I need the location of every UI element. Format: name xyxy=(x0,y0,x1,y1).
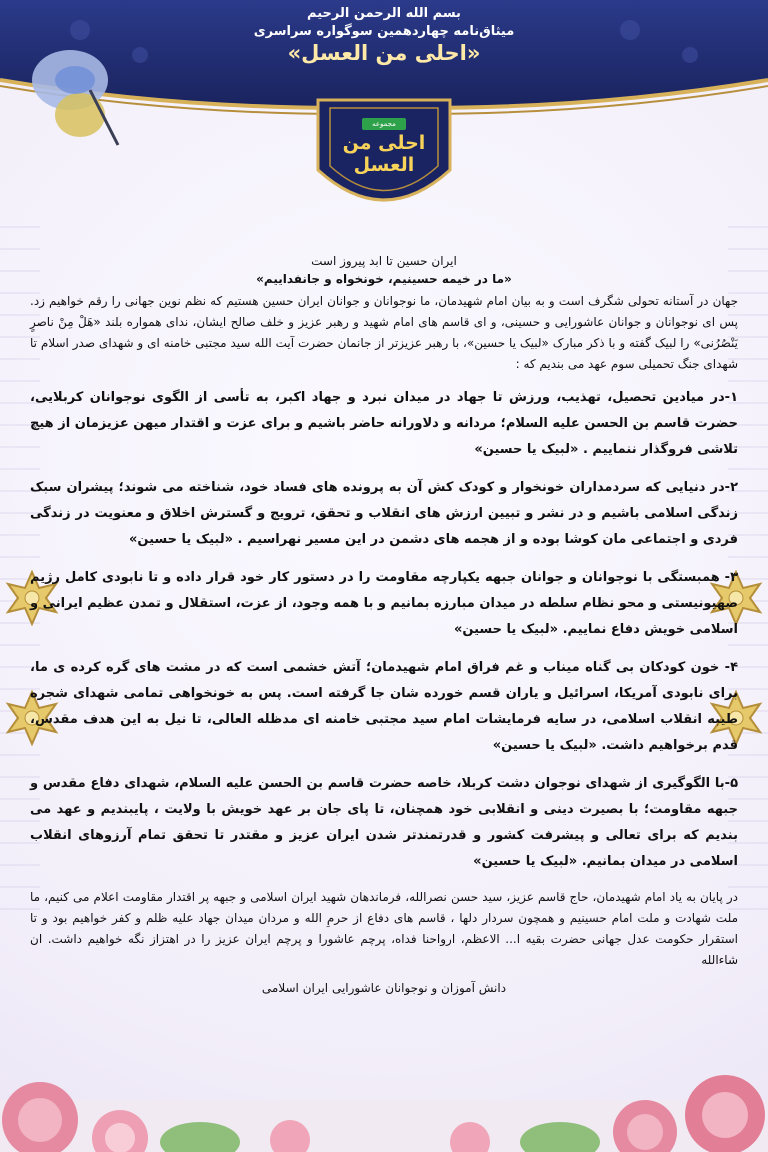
charter-item-1 xyxy=(30,385,738,463)
intro-line: ایران حسین تا ابد پیروز است xyxy=(311,254,457,268)
basmala: بسم الله الرحمن الرحیم xyxy=(307,6,461,21)
item-text: ۵-با الگوگیری از شهدای نوجوان دشت کربلا، خاصه حضرت قاسم بن الحسن علیه السلام، شهدای دفاع مقدس و جبهه مقاومت؛ با بصیرت دینی و انقلابی خود همچنان، تا پای جان بر عهد خویش با ولایت ، پایبندیم و عهد می بندیم که برای تعالی و پیشرفت کشور و قدرتمندتر شدن ایران عزیز و مقتدر تا تحقق تمام آرزوهای انقلاب اسلامی در میدان بمانیم. xyxy=(30,776,738,869)
charter-content xyxy=(30,252,738,995)
bottom-flowers xyxy=(0,1060,768,1152)
charter-item-5 xyxy=(30,771,738,875)
logo-text: احلی من العسل xyxy=(342,132,426,176)
labbayk-slogan: «لبیک یا حسین» xyxy=(128,532,233,547)
opening-paragraph: جهان در آستانه تحولی شگرف است و به بیان امام شهیدمان، ما نوجوانان و جوانان ایران حسین هستیم که نظم نوین جهانی را رقم خواهیم زد. پس ای نوجوانان و جوانان عاشورایی و حسینی، و ای قاسم های امام شهید و رهبر عزیز و خلف صالح ایشان، ندای همواره بلند «هَلْ مِنْ ناصرٍ یَنْصُرُنی» را لبیک گفته و با ذکر مبارک «لبیک یا حسین»، با رهبر عزیزتر از جانمان حضرت آیت الله سید مجتبی خامنه ای و شهدای صدر اسلام تا شهدای جنگ تحمیلی سوم عهد می بندیم که : xyxy=(30,294,738,371)
logo-tag: مجموعه xyxy=(362,118,406,130)
item-text: ۱-در میادین تحصیل، تهذیب، ورزش تا جهاد در میدان نبرد و جهاد اکبر، به تأسی از الگوی نوجوانان کربلایی، حضرت قاسم بن الحسن علیه السلام؛ مردانه و دلاورانه حاضر باشیم و برای عزت و اقتدار میهن عزیزمان از هیچ تلاشی فروگذار ننماییم . xyxy=(30,390,738,457)
labbayk-slogan: «لبیک یا حسین» xyxy=(454,622,559,637)
header-banner xyxy=(0,0,768,250)
labbayk-slogan: «لبیک یا حسین» xyxy=(492,738,597,753)
labbayk-slogan: «لبیک یا حسین» xyxy=(473,854,578,869)
intro-slogan: «ما در خیمه حسینیم، خونخواه و جانفداییم» xyxy=(256,272,512,286)
closing-paragraph: در پایان به یاد امام شهیدمان، حاج قاسم عزیز، سید حسن نصرالله، فرماندهان شهید ایران اسلامی و جبهه پر اقتدار مقاومت اعلام می کنیم، ما ملت شهادت و ملت امام حسینیم و همچون سردار دلها ، قاسم های دفاع از حرمِ الله و مردان میدان جهاد علیه ظلم و کفر خواهیم بود و تا استقرار حکومت عدل جهانی حضرت بقیه ا... الاعظم، ارواحنا فداه، پرچم عاشورا و پرچم ایران عزیز را در اهتزاز نگه خواهیم داشت. ان شاءالله xyxy=(30,890,738,967)
charter-item-3 xyxy=(30,565,738,643)
signature: دانش آموزان و نوجوانان عاشورایی ایران اسلامی xyxy=(261,981,507,995)
labbayk-slogan: «لبیک یا حسین» xyxy=(474,442,579,457)
header-subtitle: میثاق‌نامه چهاردهمین سوگواره سراسری xyxy=(253,24,515,39)
charter-item-2 xyxy=(30,475,738,553)
item-text: ۳- همبستگی با نوجوانان و جوانان جبهه یکپارچه مقاومت را در دستور کار خود قرار داده و تا نابودی کامل رژیم صهیونیستی و محو نظام سلطه در میدان مبارزه بمانیم و با همه وجود، از عزت، استقلال و تمدن عظیم ایرانی و اسلامی خویش دفاع نماییم. xyxy=(30,570,738,637)
item-text: ۴- خون کودکان بی گناه میناب و غم فراق امام شهیدمان؛ آتش خشمی است که در مشت های گره کرده ی ما، برای نابودی آمریکا، اسرائیل و یاران قسم خورده شان جا گرفته است. پس به خونخواهی تمامی شهدای شجره طیبه انقلاب اسلامی، در سایه فرمایشات امام سید مجتبی خامنه ای مدظله العالی، تا نیل به این هدف مقدس، قدم برخواهیم داشت. xyxy=(30,660,738,753)
header-title: «احلی من العسل» xyxy=(287,41,481,65)
charter-item-4 xyxy=(30,655,738,759)
item-text: ۲-در دنیایی که سردمداران خونخوار و کودک کش آن به پرونده های فساد خود، شناخته می شوند؛ پیشران سبک زندگی اسلامی باشیم و در نشر و تبیین ارزش های انقلاب و تحقق، ترویج و گسترش اخلاق و معنویت در زندگی فردی و اجتماعی مان کوشا بوده و از هجمه های دشمن در این مسیر نهراسیم . xyxy=(30,480,738,547)
